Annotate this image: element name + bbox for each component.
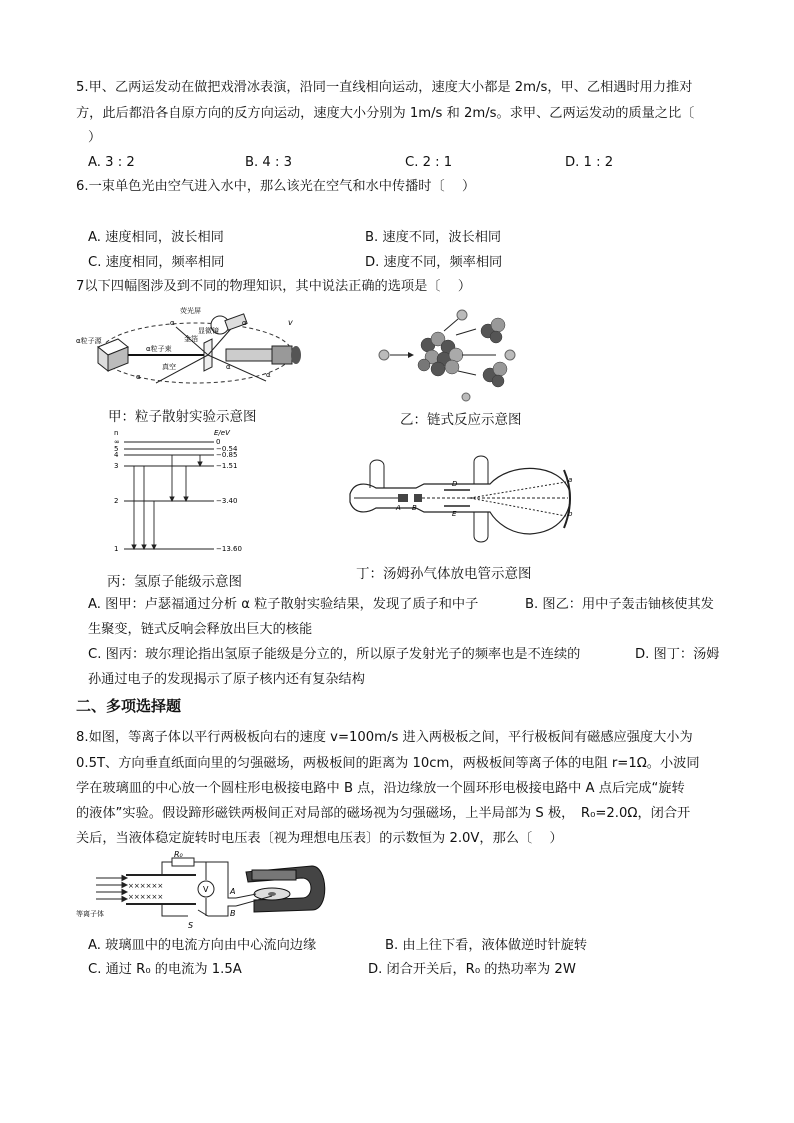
fig-jia-label-alpha-3: α — [242, 319, 247, 327]
energy-unit-label: E/eV — [214, 429, 230, 437]
level-e-1: −13.60 — [216, 545, 242, 553]
fig-ding-label-b: b — [568, 510, 573, 518]
fig-ding-label-a: a — [568, 476, 573, 484]
q8-stem-line-2: 0.5T、方向垂直纸面向里的匀强磁场，两极板间的距离为 10cm，两极板间等离子体的电阻 r=1Ω。小波同 — [76, 756, 700, 771]
q6-stem: 6.一束单色光由空气进入水中，那么该光在空气和水中传播时〔 ） — [76, 179, 476, 194]
q8-option-c[interactable]: C. 通过 R₀ 的电流为 1.5A — [88, 962, 242, 977]
fig-jia-label-alpha-5: α — [266, 371, 271, 379]
energy-level-n-label: n — [114, 429, 119, 437]
q8-stem-line-3: 学在玻璃皿的中心放一个圆柱形电极接电路中 B 点，沿边缘放一个圆环形电极接电路中 A 点后完成“旋转 — [76, 781, 685, 796]
q8-stem-line-1: 8.如图，等离子体以平行两极板向右的速度 v=100m/s 进入两极板之间，平行极板间有磁感应强度大小为 — [76, 730, 693, 745]
q5-option-c[interactable]: C. 2 : 1 — [405, 155, 453, 170]
fig-jia-label-alpha-2: α — [226, 363, 231, 371]
q7-option-b-line-1[interactable]: B. 图乙：用中子轰击铀核使其发 — [525, 597, 714, 612]
fig-ding-label-B: B — [412, 504, 417, 512]
fig-jia-label-foil: 金箔 — [184, 335, 198, 343]
caption-figure-ding: 丁：汤姆孙气体放电管示意图 — [356, 566, 532, 582]
fig-jia-label-screen: 荧光屏 — [180, 307, 201, 315]
q6-option-d[interactable]: D. 速度不同，频率相同 — [365, 255, 503, 270]
fig-jia-label-alpha-1: α — [136, 373, 141, 381]
fig-jia-label-vacuum: 真空 — [162, 363, 176, 371]
fig-jia-label-v: v — [288, 318, 293, 327]
q5-option-a[interactable]: A. 3 : 2 — [88, 155, 135, 170]
caption-figure-jia: 甲：粒子散射实验示意图 — [108, 409, 257, 425]
level-n-4: 4 — [114, 451, 119, 459]
caption-figure-bing: 丙：氢原子能级示意图 — [107, 574, 242, 590]
q8-option-a[interactable]: A. 玻璃皿中的电流方向由中心流向边缘 — [88, 938, 317, 953]
figure-energy-levels — [110, 428, 260, 556]
q8-stem-line-4: 的液体”实验。假设蹄形磁铁两极间正对局部的磁场视为匀强磁场，上半局部为 S 极， R₀=2.0Ω，闭合开 — [76, 806, 691, 821]
fig-ding-label-A: A — [396, 504, 401, 512]
q7-stem: 7以下四幅图涉及到不同的物理知识，其中说法正确的选项是〔 ） — [76, 279, 472, 294]
level-n-inf: ∞ — [114, 438, 120, 446]
q5-stem-line-2: 方，此后都沿各自原方向的反方向运动，速度大小分别为 1m/s 和 2m/s。求甲、乙两运发动的质量之比〔 — [76, 106, 695, 121]
level-n-3: 3 — [114, 462, 119, 470]
level-e-inf: 0 — [216, 438, 221, 446]
level-n-1: 1 — [114, 545, 119, 553]
q5-stem-line-3: ） — [88, 130, 102, 145]
level-e-2: −3.40 — [216, 497, 238, 505]
q7-option-c[interactable]: C. 图丙：玻尔理论指出氢原子能级是分立的，所以原子发射光子的频率也是不连续的 — [88, 647, 581, 662]
q7-option-b-line-2[interactable]: 生聚变，链式反响会释放出巨大的核能 — [88, 622, 313, 637]
energy-level-n-values — [114, 438, 120, 553]
fig-jia-label-alpha-4: α — [170, 319, 175, 327]
q7-option-d-line-1[interactable]: D. 图丁：汤姆 — [635, 647, 720, 662]
level-n-2: 2 — [114, 497, 119, 505]
figure-thomson-tube — [340, 452, 584, 544]
fig-jia-label-beam: α粒子束 — [146, 345, 172, 353]
q6-option-a[interactable]: A. 速度相同，波长相同 — [88, 230, 224, 245]
field-crosses-row-2: ×××××× — [128, 893, 164, 901]
q7-option-d-line-2[interactable]: 孙通过电子的发现揭示了原子核内还有复杂结构 — [88, 672, 365, 687]
q6-option-c[interactable]: C. 速度相同，频率相同 — [88, 255, 225, 270]
field-crosses-row-1: ×××××× — [128, 882, 164, 890]
q5-option-b[interactable]: B. 4 : 3 — [245, 155, 293, 170]
figure-alpha-scattering — [76, 303, 308, 395]
q8-stem-line-5: 关后，当液体稳定旋转时电压表〔视为理想电压表〕的示数恒为 2.0V，那么〔 ） — [76, 831, 563, 846]
fig-jia-label-source: α粒子源 — [76, 337, 102, 345]
label-point-b: B — [230, 909, 236, 918]
figure-plasma-generator-circuit — [76, 850, 332, 930]
label-plasma: 等离子体 — [76, 910, 104, 918]
label-point-a: A — [230, 887, 236, 896]
q6-option-b[interactable]: B. 速度不同，波长相同 — [365, 230, 502, 245]
q8-option-d[interactable]: D. 闭合开关后，R₀ 的热功率为 2W — [368, 962, 576, 977]
voltmeter-symbol: V — [203, 885, 209, 894]
q8-option-b[interactable]: B. 由上往下看，液体做逆时针旋转 — [385, 938, 588, 953]
q7-option-a[interactable]: A. 图甲：卢瑟福通过分析 α 粒子散射实验结果，发现了质子和中子 — [88, 597, 479, 612]
level-e-4: −0.85 — [216, 451, 238, 459]
fig-jia-label-microscope: 显微镜 — [198, 327, 219, 335]
level-e-5: −0.54 — [216, 445, 238, 453]
caption-figure-yi: 乙：链式反应示意图 — [400, 412, 522, 428]
q5-option-d[interactable]: D. 1 : 2 — [565, 155, 614, 170]
fig-ding-label-E: E — [452, 510, 457, 518]
section-heading-multiple-choice: 二、多项选择题 — [76, 697, 182, 715]
label-r0: R₀ — [174, 850, 183, 859]
level-e-3: −1.51 — [216, 462, 238, 470]
q5-stem-line-1: 5.甲、乙两运发动在做把戏滑冰表演，沿同一直线相向运动，速度大小都是 2m/s，甲、乙相遇时用力推对 — [76, 80, 693, 95]
label-switch-s: S — [188, 921, 194, 930]
level-n-5: 5 — [114, 445, 119, 453]
figure-chain-reaction — [372, 305, 522, 401]
fig-ding-label-D: D — [452, 480, 458, 488]
